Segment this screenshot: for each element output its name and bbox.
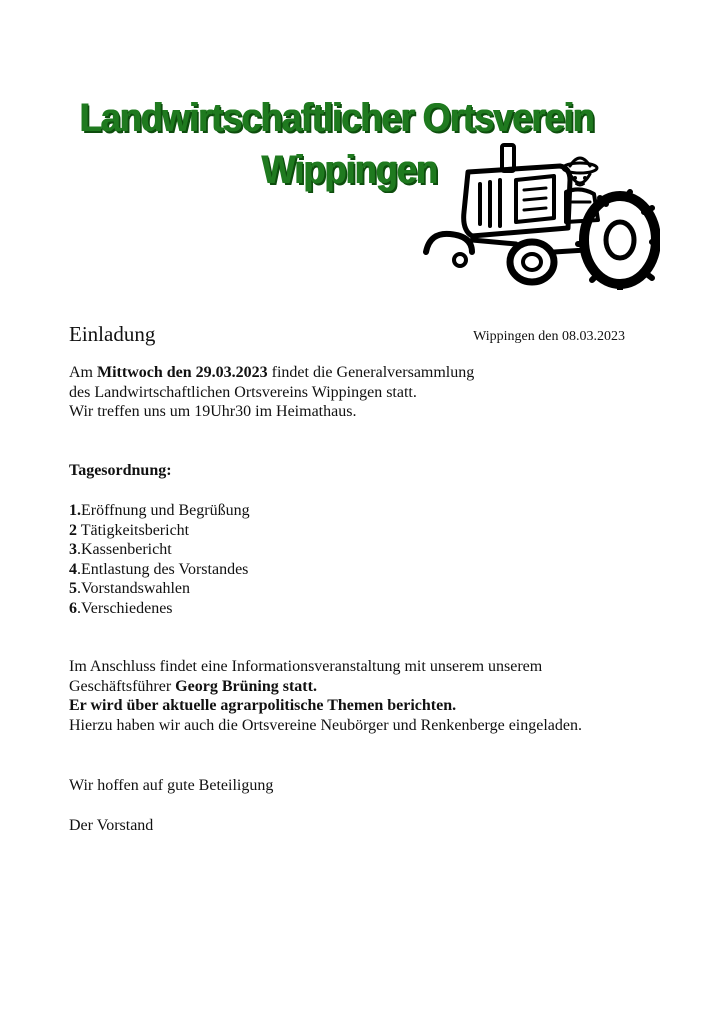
meeting-date: Mittwoch den 29.03.2023 (97, 364, 268, 381)
intro-line-3: Wir treffen uns um 19Uhr30 im Heimathaus. (69, 403, 357, 420)
info-line-1: Im Anschluss findet eine Informationsveranstaltung mit unserem unserem (69, 658, 543, 675)
intro-line-2: des Landwirtschaftlichen Ortsvereins Wippingen statt. (69, 383, 417, 401)
info-line-2 (69, 677, 582, 697)
info-line-2-prefix: Geschäftsführer (69, 677, 176, 695)
intro-suffix: findet die Generalversammlung (267, 364, 475, 381)
agenda-item-text: .Entlastung des Vorstandes (77, 560, 249, 578)
agenda-item-text: .Kassenbericht (77, 541, 172, 558)
intro-paragraph (69, 363, 474, 422)
agenda-item-text: Eröffnung und Begrüßung (81, 502, 250, 519)
agenda-item (69, 540, 250, 560)
agenda-title: Tagesordnung: (69, 462, 172, 479)
agenda-item (69, 560, 250, 580)
agenda-item-number: 3 (69, 541, 77, 558)
agenda-item-text: Tätigkeitsbericht (77, 521, 190, 539)
info-line-4: Hierzu haben wir auch die Ortsvereine Neubörger und Renkenberge eingeladen. (69, 716, 582, 734)
agenda-item-text: .Vorstandswahlen (77, 580, 191, 597)
agenda-item (69, 521, 250, 541)
agenda-item (69, 579, 250, 599)
agenda-list (69, 501, 250, 618)
agenda-item-number: 2 (69, 521, 77, 539)
intro-line-1 (69, 363, 474, 383)
agenda-item (69, 599, 250, 619)
agenda-item-number: 6 (69, 599, 77, 617)
agenda-item-number: 1. (69, 502, 81, 519)
agenda-item (69, 501, 250, 521)
intro-prefix: Am (69, 364, 97, 381)
agenda-item-number: 4 (69, 560, 77, 578)
tractor-with-farmer-icon (420, 140, 660, 290)
heading-einladung: Einladung (69, 322, 156, 346)
info-line-3: Er wird über aktuelle agrarpolitische Themen berichten. (69, 697, 457, 714)
title-line-1: Landwirtschaftlicher Ortsverein (80, 96, 595, 140)
date-line: Wippingen den 08.03.2023 (473, 329, 625, 344)
title-line-2: Wippingen (262, 148, 438, 192)
info-paragraph (69, 657, 582, 735)
agenda-item-text: .Verschiedenes (77, 599, 173, 617)
signature: Der Vorstand (69, 817, 154, 834)
closing-line: Wir hoffen auf gute Beteiligung (69, 777, 274, 794)
agenda-item-number: 5 (69, 580, 77, 597)
speaker-name: Georg Brüning statt. (175, 677, 317, 695)
